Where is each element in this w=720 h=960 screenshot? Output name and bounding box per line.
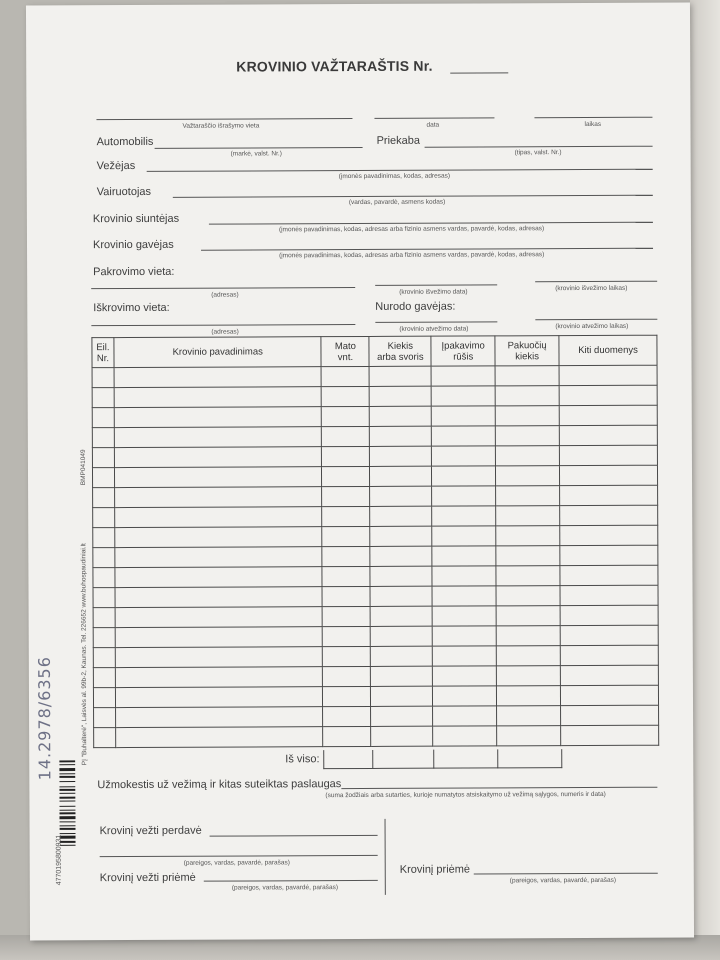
header-unit: Mato vnt. [321,336,369,366]
handed-over-label: Krovinį vežti perdavė [99,824,202,838]
cell-package-count[interactable] [496,606,560,626]
cell-quantity[interactable] [371,646,433,666]
header-quantity: Kiekis arba svoris [369,336,431,366]
trailer-label: Priekaba [376,134,421,147]
cell-package-count[interactable] [497,666,561,686]
cell-unit[interactable] [322,566,370,586]
driver-field[interactable] [173,195,653,198]
barcode-bar [59,786,75,787]
cell-cargo-name[interactable] [115,667,323,688]
cell-package-count[interactable] [496,506,560,526]
cell-packaging[interactable] [432,506,496,526]
cell-package-count[interactable] [495,406,559,426]
cell-row-number[interactable] [93,608,115,628]
goods-table [91,335,659,748]
cell-quantity[interactable] [371,726,433,746]
signature-divider [385,819,386,895]
unloading-address-field[interactable] [91,324,355,326]
issue-place-caption: Važtaraščio išrašymo vieta [182,122,260,130]
cell-unit[interactable] [322,366,370,386]
header-cargo-name: Krovinio pavadinimas [114,337,322,368]
cell-quantity[interactable] [370,526,432,546]
total-label: Iš viso: [285,753,320,766]
barcode-number: 4770195800931 [55,834,63,886]
barcode-bar [59,793,75,794]
accepted-caption: (pareigos, vardas, pavardė, parašas) [509,876,617,885]
cell-package-count[interactable] [495,386,559,406]
handed-over-signature-field[interactable] [100,855,378,857]
table-row [92,405,657,427]
cell-unit[interactable] [323,686,371,706]
background-edge [690,0,720,960]
barcode-bar [59,797,75,799]
cell-packaging[interactable] [431,406,495,426]
cell-packaging[interactable] [432,606,496,626]
barcode-bar [59,781,75,782]
cell-quantity[interactable] [370,506,432,526]
total-quantity-cell[interactable] [371,750,434,769]
cell-other-data[interactable] [560,665,658,685]
cell-unit[interactable] [322,506,370,526]
barcode-bar [60,816,76,819]
cell-row-number[interactable] [93,628,115,648]
cell-unit[interactable] [322,406,370,426]
cell-unit[interactable] [322,546,370,566]
cell-quantity[interactable] [370,486,432,506]
issue-place-field[interactable] [96,118,352,120]
barcode-bar [59,773,75,774]
cell-cargo-name[interactable] [115,707,323,728]
driver-caption: (vardas, pavardė, asmens kodas) [348,198,446,207]
table-row [93,605,658,627]
cell-quantity[interactable] [370,586,432,606]
cell-other-data[interactable] [560,645,658,665]
cell-packaging[interactable] [432,546,496,566]
cell-package-count[interactable] [496,586,560,606]
total-package-count-cell[interactable] [497,749,562,768]
cell-quantity[interactable] [370,606,432,626]
table-row [93,485,658,507]
cell-cargo-name[interactable] [114,427,322,448]
barcode-bar [60,825,76,826]
cell-other-data[interactable] [559,425,657,445]
cell-packaging[interactable] [432,566,496,586]
cell-other-data[interactable] [561,705,659,725]
table-row [93,505,658,527]
trailer-field[interactable] [425,146,653,148]
payment-label: Užmokestis už vežimą ir kitas suteiktas paslaugas [97,778,342,792]
cell-cargo-name[interactable] [115,587,323,608]
cell-cargo-name[interactable] [115,567,323,588]
cell-unit[interactable] [322,586,370,606]
barcode-bar [59,810,75,811]
cell-quantity[interactable] [371,666,433,686]
indicated-by-label: Nurodo gavėjas: [375,300,456,313]
cell-row-number[interactable] [93,528,115,548]
cell-cargo-name[interactable] [114,467,322,488]
cell-row-number[interactable] [93,568,115,588]
cell-row-number[interactable] [92,368,114,388]
accepted-transport-caption: (pareigos, vardas, pavardė, parašas) [231,884,339,892]
cell-packaging[interactable] [432,426,496,446]
printer-info: PĮ "Buhalterė", Laisvės al. 99b-2, Kaunas. Tel. 226652 www.buhospaudiniai.lt [80,543,89,766]
arrival-date-field[interactable] [375,321,497,323]
cell-package-count[interactable] [496,646,560,666]
table-row [93,585,658,607]
handed-over-caption: (pareigos, vardas, pavardė, parašas) [183,859,290,867]
cell-unit[interactable] [323,726,371,746]
barcode-bar [60,821,76,822]
cell-packaging[interactable] [433,686,497,706]
cell-unit[interactable] [323,606,371,626]
vehicle-label: Automobilis [96,135,154,149]
cell-cargo-name[interactable] [116,727,324,748]
cell-package-count[interactable] [497,726,561,746]
cell-other-data[interactable] [559,365,657,385]
cell-package-count[interactable] [495,366,559,386]
cell-quantity[interactable] [369,366,431,386]
cell-package-count[interactable] [496,566,560,586]
cell-other-data[interactable] [560,465,658,485]
form-code: BMP041049 [79,449,88,486]
cell-row-number[interactable] [92,388,114,408]
goods-table-header [92,335,657,367]
cell-quantity[interactable] [370,446,432,466]
table-row [94,725,659,747]
table-row [93,525,658,547]
cell-cargo-name[interactable] [115,527,323,548]
cell-unit[interactable] [323,706,371,726]
cell-quantity[interactable] [370,386,432,406]
cell-other-data[interactable] [560,625,658,645]
cell-other-data[interactable] [559,405,657,425]
barcode-bar [59,806,75,807]
unloading-place-label: Iškrovimo vieta: [93,301,170,315]
cell-cargo-name[interactable] [115,607,323,628]
cell-cargo-name[interactable] [114,407,322,428]
accepted-label: Krovinį priėmė [399,863,471,876]
cell-packaging[interactable] [431,386,495,406]
cell-other-data[interactable] [561,685,659,705]
cell-unit[interactable] [322,446,370,466]
cell-other-data[interactable] [560,565,658,585]
driver-label: Vairuotojas [96,185,152,199]
barcode-bar [59,760,75,762]
cell-packaging[interactable] [433,706,497,726]
cell-cargo-name[interactable] [115,687,323,708]
carrier-field[interactable] [147,169,653,172]
cell-packaging[interactable] [432,486,496,506]
waybill-form [26,3,694,941]
cell-quantity[interactable] [370,546,432,566]
cell-row-number[interactable] [93,548,115,568]
cell-package-count[interactable] [496,486,560,506]
header-row-number: Eil. Nr. [92,338,114,368]
arrival-time-field[interactable] [535,319,657,321]
barcode-bar [59,768,75,771]
cell-cargo-name[interactable] [115,547,323,568]
cell-packaging[interactable] [431,366,495,386]
table-row [92,365,657,387]
sender-caption: (įmonės pavadinimas, kodas, adresas arba fizinio asmens vardas, pavardė, kodas, adresas) [278,225,545,234]
sender-label: Krovinio siuntėjas [92,212,180,226]
sender-field[interactable] [209,222,653,225]
carrier-label: Vežėjas [96,159,136,173]
cell-packaging[interactable] [432,526,496,546]
cell-row-number[interactable] [93,588,115,608]
barcode-bar [59,764,75,765]
cell-cargo-name[interactable] [115,487,323,508]
cell-cargo-name[interactable] [114,367,322,388]
total-packaging-cell[interactable] [433,749,498,768]
cell-cargo-name[interactable] [114,387,322,408]
cell-package-count[interactable] [496,466,560,486]
total-unit-cell[interactable] [323,750,373,769]
vehicle-caption: (markė, valst. Nr.) [230,150,282,158]
header-package-count: Pakuočių kiekis [495,336,559,366]
cell-unit[interactable] [323,666,371,686]
carrier-caption: (įmonės pavadinimas, kodas, adresas) [338,172,451,181]
cell-packaging[interactable] [433,726,497,746]
unloading-address-caption: (adresas) [211,328,239,336]
loading-address-field[interactable] [91,287,355,289]
cell-unit[interactable] [322,526,370,546]
cell-quantity[interactable] [371,706,433,726]
vehicle-field[interactable] [155,147,363,149]
cell-row-number[interactable] [94,728,116,748]
barcode-bar [59,776,75,778]
cell-other-data[interactable] [560,545,658,565]
cell-package-count[interactable] [496,626,560,646]
cell-other-data[interactable] [560,585,658,605]
cell-row-number[interactable] [94,708,116,728]
table-row [93,625,658,647]
cell-quantity[interactable] [370,566,432,586]
cell-other-data[interactable] [560,485,658,505]
cell-cargo-name[interactable] [115,627,323,648]
table-row [93,685,658,707]
cell-unit[interactable] [323,626,371,646]
barcode-bar [59,801,75,802]
loading-address-caption: (adresas) [211,291,239,299]
barcode-bar [59,789,75,791]
date-caption: data [426,121,440,129]
table-row [92,425,657,447]
barcode-bar [59,812,75,814]
barcode-bar [60,828,76,830]
dispatch-time-caption: (krovinio išvežimo laikas) [555,284,628,293]
cell-row-number[interactable] [93,688,115,708]
header-packaging: Įpakavimo rūšis [431,336,495,366]
cell-other-data[interactable] [559,385,657,405]
time-caption: laikas [584,120,602,129]
cell-package-count[interactable] [496,446,560,466]
accepted-field[interactable] [474,873,658,875]
cell-unit[interactable] [322,426,370,446]
cell-package-count[interactable] [496,526,560,546]
payment-caption: (suma žodžiais arba sutarties, kurioje numatytos atsiskaitymo už vežimą sąlygos, numeris ir data) [325,790,606,800]
cell-package-count[interactable] [497,706,561,726]
payment-field[interactable] [341,787,657,789]
cell-row-number[interactable] [92,408,114,428]
cell-other-data[interactable] [560,605,658,625]
cell-packaging[interactable] [432,446,496,466]
table-row [93,565,658,587]
table-row [92,385,657,407]
cell-packaging[interactable] [432,586,496,606]
cell-quantity[interactable] [370,426,432,446]
dispatch-time-field[interactable] [535,281,657,283]
receiver-label: Krovinio gavėjas [92,238,174,252]
date-field[interactable] [374,117,494,119]
dispatch-date-field[interactable] [375,284,497,286]
handed-over-field[interactable] [210,835,378,837]
arrival-time-caption: (krovinio atvežimo laikas) [555,322,629,331]
loading-place-label: Pakrovimo vieta: [93,265,175,279]
cell-cargo-name[interactable] [115,647,323,668]
time-field[interactable] [534,117,652,119]
cell-other-data[interactable] [560,525,658,545]
accepted-transport-field[interactable] [204,880,378,882]
cell-row-number[interactable] [92,428,114,448]
cell-unit[interactable] [323,646,371,666]
table-row [94,705,659,727]
cell-unit[interactable] [322,466,370,486]
table-row [93,665,658,687]
handwritten-number: 14.2978/6356 [34,656,55,781]
cell-unit[interactable] [322,386,370,406]
cell-packaging[interactable] [433,666,497,686]
cell-row-number[interactable] [92,448,114,468]
header-other-data: Kiti duomenys [559,335,657,365]
form-number-field[interactable] [450,72,508,73]
cell-row-number[interactable] [92,468,114,488]
cell-packaging[interactable] [432,466,496,486]
dispatch-date-caption: (krovinio išvežimo data) [399,288,468,296]
cell-row-number[interactable] [93,668,115,688]
table-row [93,545,658,567]
table-row [92,445,657,467]
table-row [92,465,657,487]
cell-package-count[interactable] [496,546,560,566]
receiver-caption: (įmonės pavadinimas, kodas, adresas arba fizinio asmens vardas, pavardė, kodas, adresas) [279,251,545,260]
accepted-transport-label: Krovinį vežti priėmė [99,871,196,885]
receiver-field[interactable] [201,248,653,251]
cell-other-data[interactable] [560,445,658,465]
cell-cargo-name[interactable] [114,447,322,468]
cell-quantity[interactable] [371,686,433,706]
cell-row-number[interactable] [93,648,115,668]
cell-unit[interactable] [322,486,370,506]
table-row [93,645,658,667]
cell-row-number[interactable] [93,488,115,508]
form-title: KROVINIO VAŽTARAŠTIS Nr. [236,57,433,75]
cell-package-count[interactable] [496,426,560,446]
cell-quantity[interactable] [370,466,432,486]
cell-packaging[interactable] [433,646,497,666]
cell-quantity[interactable] [370,406,432,426]
cell-row-number[interactable] [93,508,115,528]
cell-other-data[interactable] [560,505,658,525]
trailer-caption: (tipas, valst. Nr.) [514,149,562,157]
arrival-date-caption: (krovinio atvežimo data) [399,325,469,333]
cell-packaging[interactable] [432,626,496,646]
cell-quantity[interactable] [371,626,433,646]
cell-other-data[interactable] [561,725,659,745]
cell-package-count[interactable] [497,686,561,706]
cell-cargo-name[interactable] [115,507,323,528]
